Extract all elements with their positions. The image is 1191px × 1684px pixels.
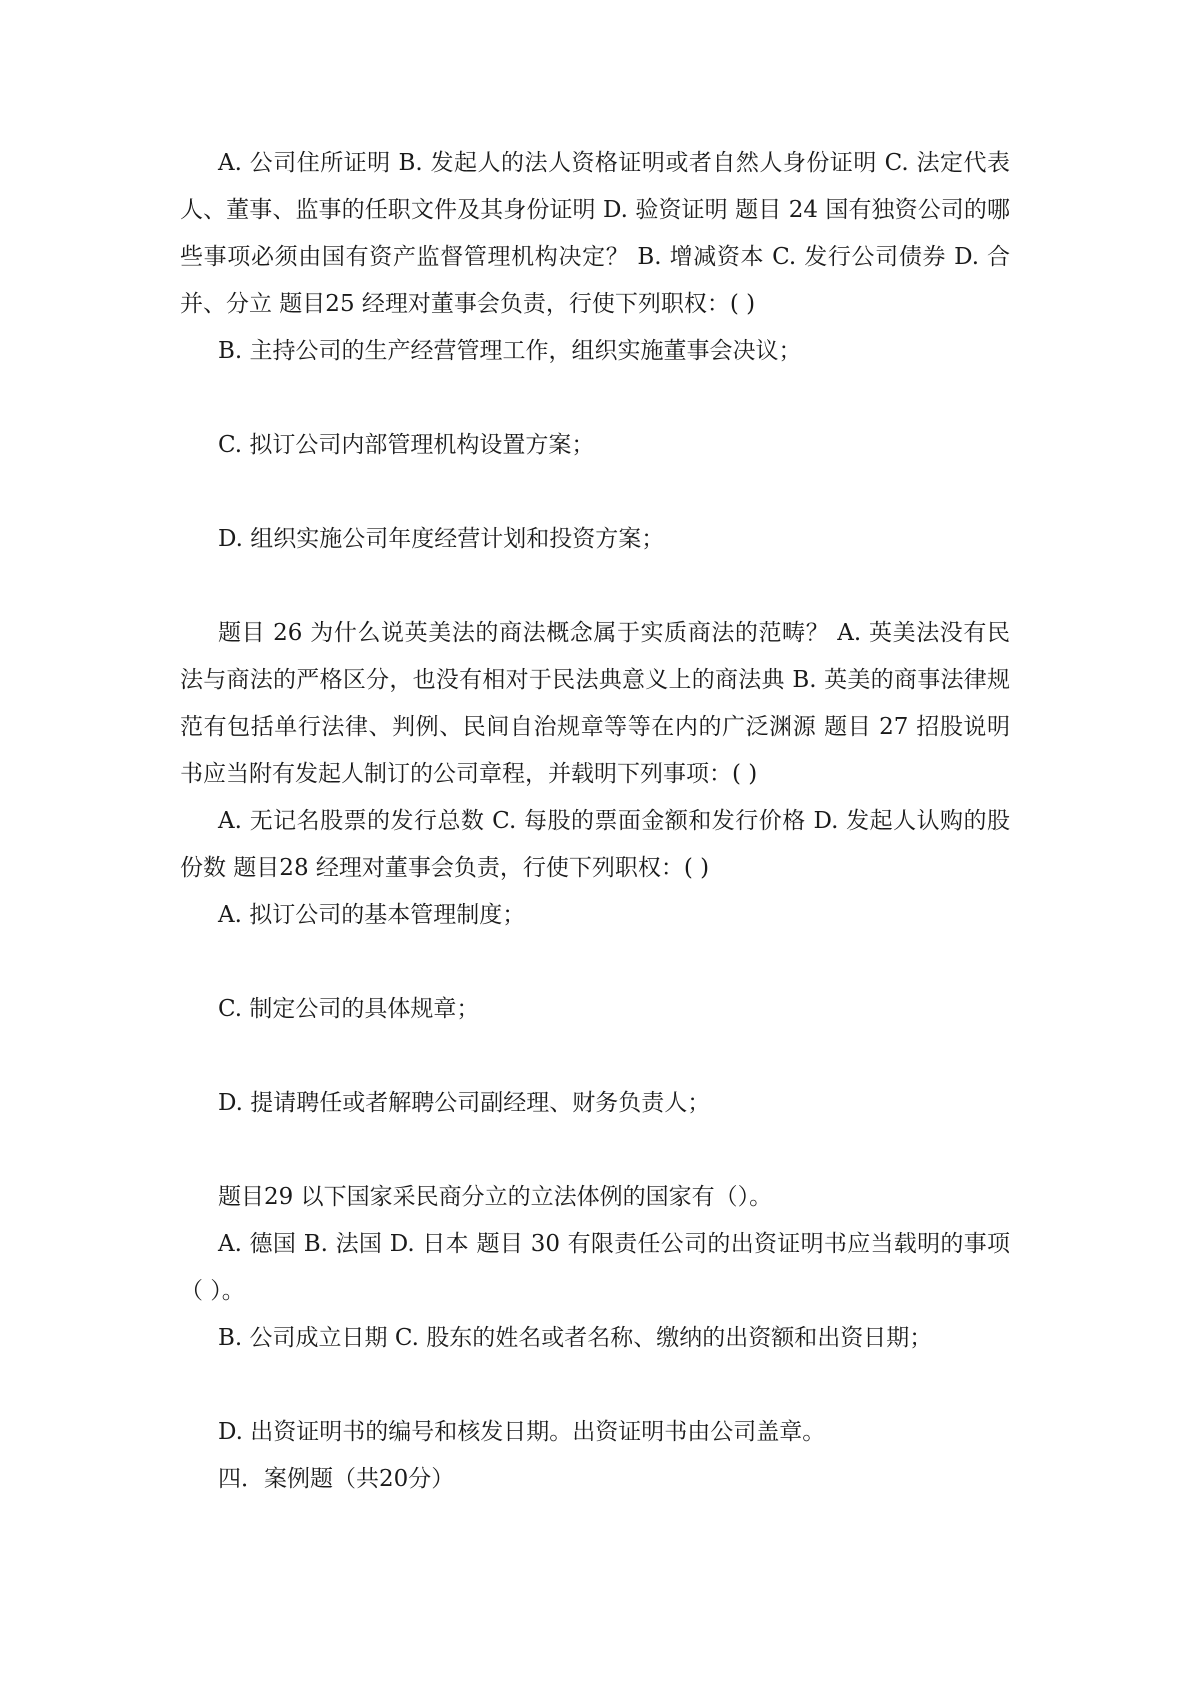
section-heading-case-study: 四．案例题（共20分）: [218, 1466, 455, 1492]
paragraph-q28-option-c: C. 制定公司的具体规章；: [218, 996, 480, 1022]
paragraph-q29: 题目29 以下国家采民商分立的立法体例的国家有（）。: [218, 1184, 773, 1210]
paragraph-q25-option-b: B. 主持公司的生产经营管理工作，组织实施董事会决议；: [218, 338, 802, 364]
paragraph-q25-option-c: C. 拟订公司内部管理机构设置方案；: [218, 432, 595, 458]
paragraph-q30-option-bc: B. 公司成立日期 C. 股东的姓名或者名称、缴纳的出资额和出资日期；: [218, 1325, 933, 1351]
paragraph-q30-option-d: D. 出资证明书的编号和核发日期。出资证明书由公司盖章。: [218, 1419, 826, 1445]
paragraph-q28-option-a: A. 拟订公司的基本管理制度；: [218, 902, 526, 928]
paragraph-q26-q27: 题目 26 为什么说英美法的商法概念属于实质商法的范畴？ A. 英美法没有民法与商法的严格区分，也没有相对于民法典意义上的商法典 B. 英美的商事法律规范有包括单行法律、判例、民间自治规章等等在内的广泛渊源 题目 27 招股说明书应当附有发起人制订的公司章程，并载明下列事项：( ): [180, 620, 1010, 787]
document-body: [180, 140, 1010, 1503]
paragraph-q27-options-q28: A. 无记名股票的发行总数 C. 每股的票面金额和发行价格 D. 发起人认购的股份数 题目28 经理对董事会负责，行使下列职权：( ): [180, 808, 1010, 881]
paragraph-q28-option-d: D. 提请聘任或者解聘公司副经理、财务负责人；: [218, 1090, 711, 1116]
paragraph-q29-options-q30: A. 德国 B. 法国 D. 日本 题目 30 有限责任公司的出资证明书应当载明的事项（ ）。: [180, 1231, 1010, 1304]
paragraph-q23-options-q24-q25: A. 公司住所证明 B. 发起人的法人资格证明或者自然人身份证明 C. 法定代表人、董事、监事的任职文件及其身份证明 D. 验资证明 题目 24 国有独资公司的哪些事项必须由国有资产监督管理机构决定？ B. 增减资本 C. 发行公司债券 D. 合并、分立 题目25 经理对董事会负责，行使下列职权：( ): [180, 150, 1010, 317]
paragraph-q25-option-d: D. 组织实施公司年度经营计划和投资方案；: [218, 526, 665, 552]
